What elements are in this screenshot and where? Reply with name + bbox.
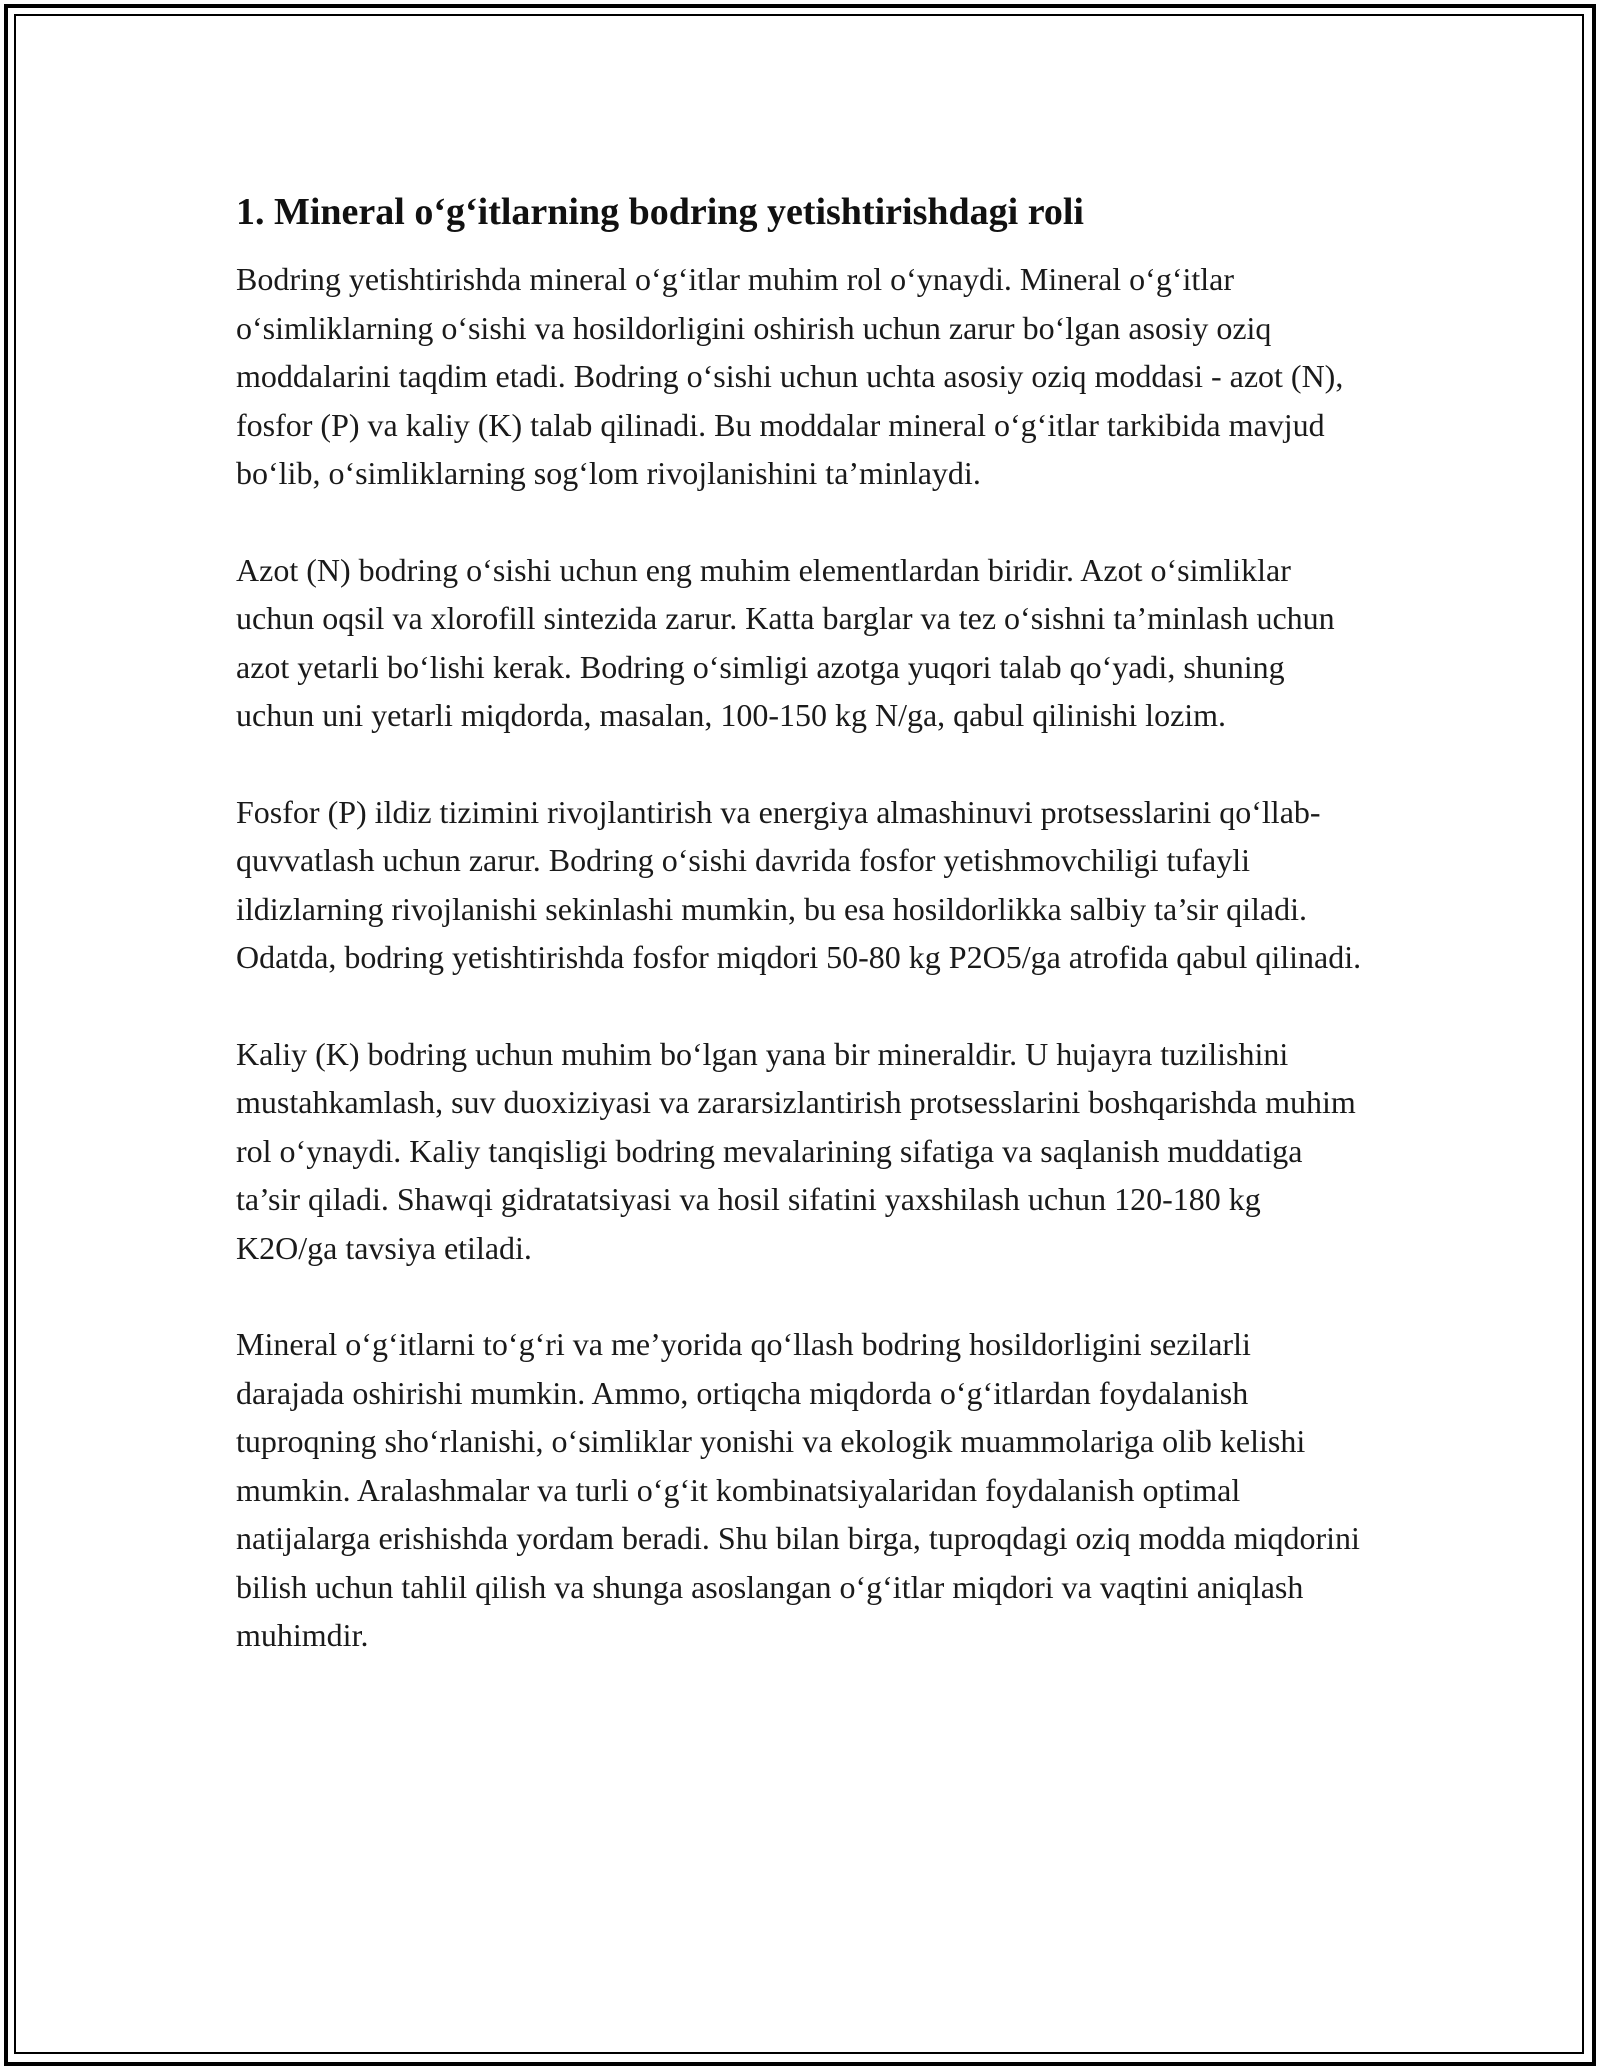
section-heading: 1. Mineral o‘g‘itlarning bodring yetishtirishdagi roli <box>236 191 1084 233</box>
paragraph-phosphorus: Fosfor (P) ildiz tizimini rivojlantirish va energiya almashinuvi protsesslarini qo‘llab-quvvatlash uchun zarur. Bodring o‘sishi davrida fosfor yetishmovchiligi tufayli ildizlarning rivojlanishi sekinlashi mumkin, bu esa hosildorlikka salbiy ta’sir qiladi. Odatda, bodring yetishtirishda fosfor miqdori 50-80 kg P2O5/ga atrofida qabul qilinadi. <box>236 793 1362 975</box>
document-body <box>236 186 1366 1660</box>
paragraph-conclusion: Mineral o‘g‘itlarni to‘g‘ri va me’yorida qo‘llash bodring hosildorligini sezilarli darajada oshirishi mumkin. Ammo, ortiqcha miqdorda o‘g‘itlardan foydalanish tuproqning sho‘rlanishi, o‘simliklar yonishi va ekologik muammolariga olib kelishi mumkin. Aralashmalar va turli o‘g‘it kombinatsiyalaridan foydalanish optimal natijalarga erishishda yordam beradi. Shu bilan birga, tuproqdagi oziq modda miqdorini bilish uchun tahlil qilish va shunga asoslangan o‘g‘itlar miqdori va vaqtini aniqlash muhimdir. <box>236 1326 1360 1653</box>
paragraph-nitrogen: Azot (N) bodring o‘sishi uchun eng muhim elementlardan biridir. Azot o‘simliklar uchun oqsil va xlorofill sintezida zarur. Katta barglar va tez o‘sishni ta’minlash uchun azot yetarli bo‘lishi kerak. Bodring o‘simligi azotga yuqori talab qo‘yadi, shuning uchun uni yetarli miqdorda, masalan, 100-150 kg N/ga, qabul qilinishi lozim. <box>236 551 1335 733</box>
paragraph-intro: Bodring yetishtirishda mineral o‘g‘itlar muhim rol o‘ynaydi. Mineral o‘g‘itlar o‘simliklarning o‘sishi va hosildorligini oshirish uchun zarur bo‘lgan asosiy oziq moddalarini taqdim etadi. Bodring o‘sishi uchun uchta asosiy oziq moddasi - azot (N), fosfor (P) va kaliy (K) talab qilinadi. Bu moddalar mineral o‘g‘itlar tarkibida mavjud bo‘lib, o‘simliklarning sog‘lom rivojlanishini ta’minlaydi. <box>236 261 1344 491</box>
paragraph-potassium: Kaliy (K) bodring uchun muhim bo‘lgan yana bir mineraldir. U hujayra tuzilishini mustahkamlash, suv duoxiziyasi va zararsizlantirish protsesslarini boshqarishda muhim rol o‘ynaydi. Kaliy tanqisligi bodring mevalarining sifatiga va saqlanish muddatiga ta’sir qiladi. Shawqi gidratatsiyasi va hosil sifatini yaxshilash uchun 120-180 kg K2O/ga tavsiya etiladi. <box>236 1035 1356 1266</box>
